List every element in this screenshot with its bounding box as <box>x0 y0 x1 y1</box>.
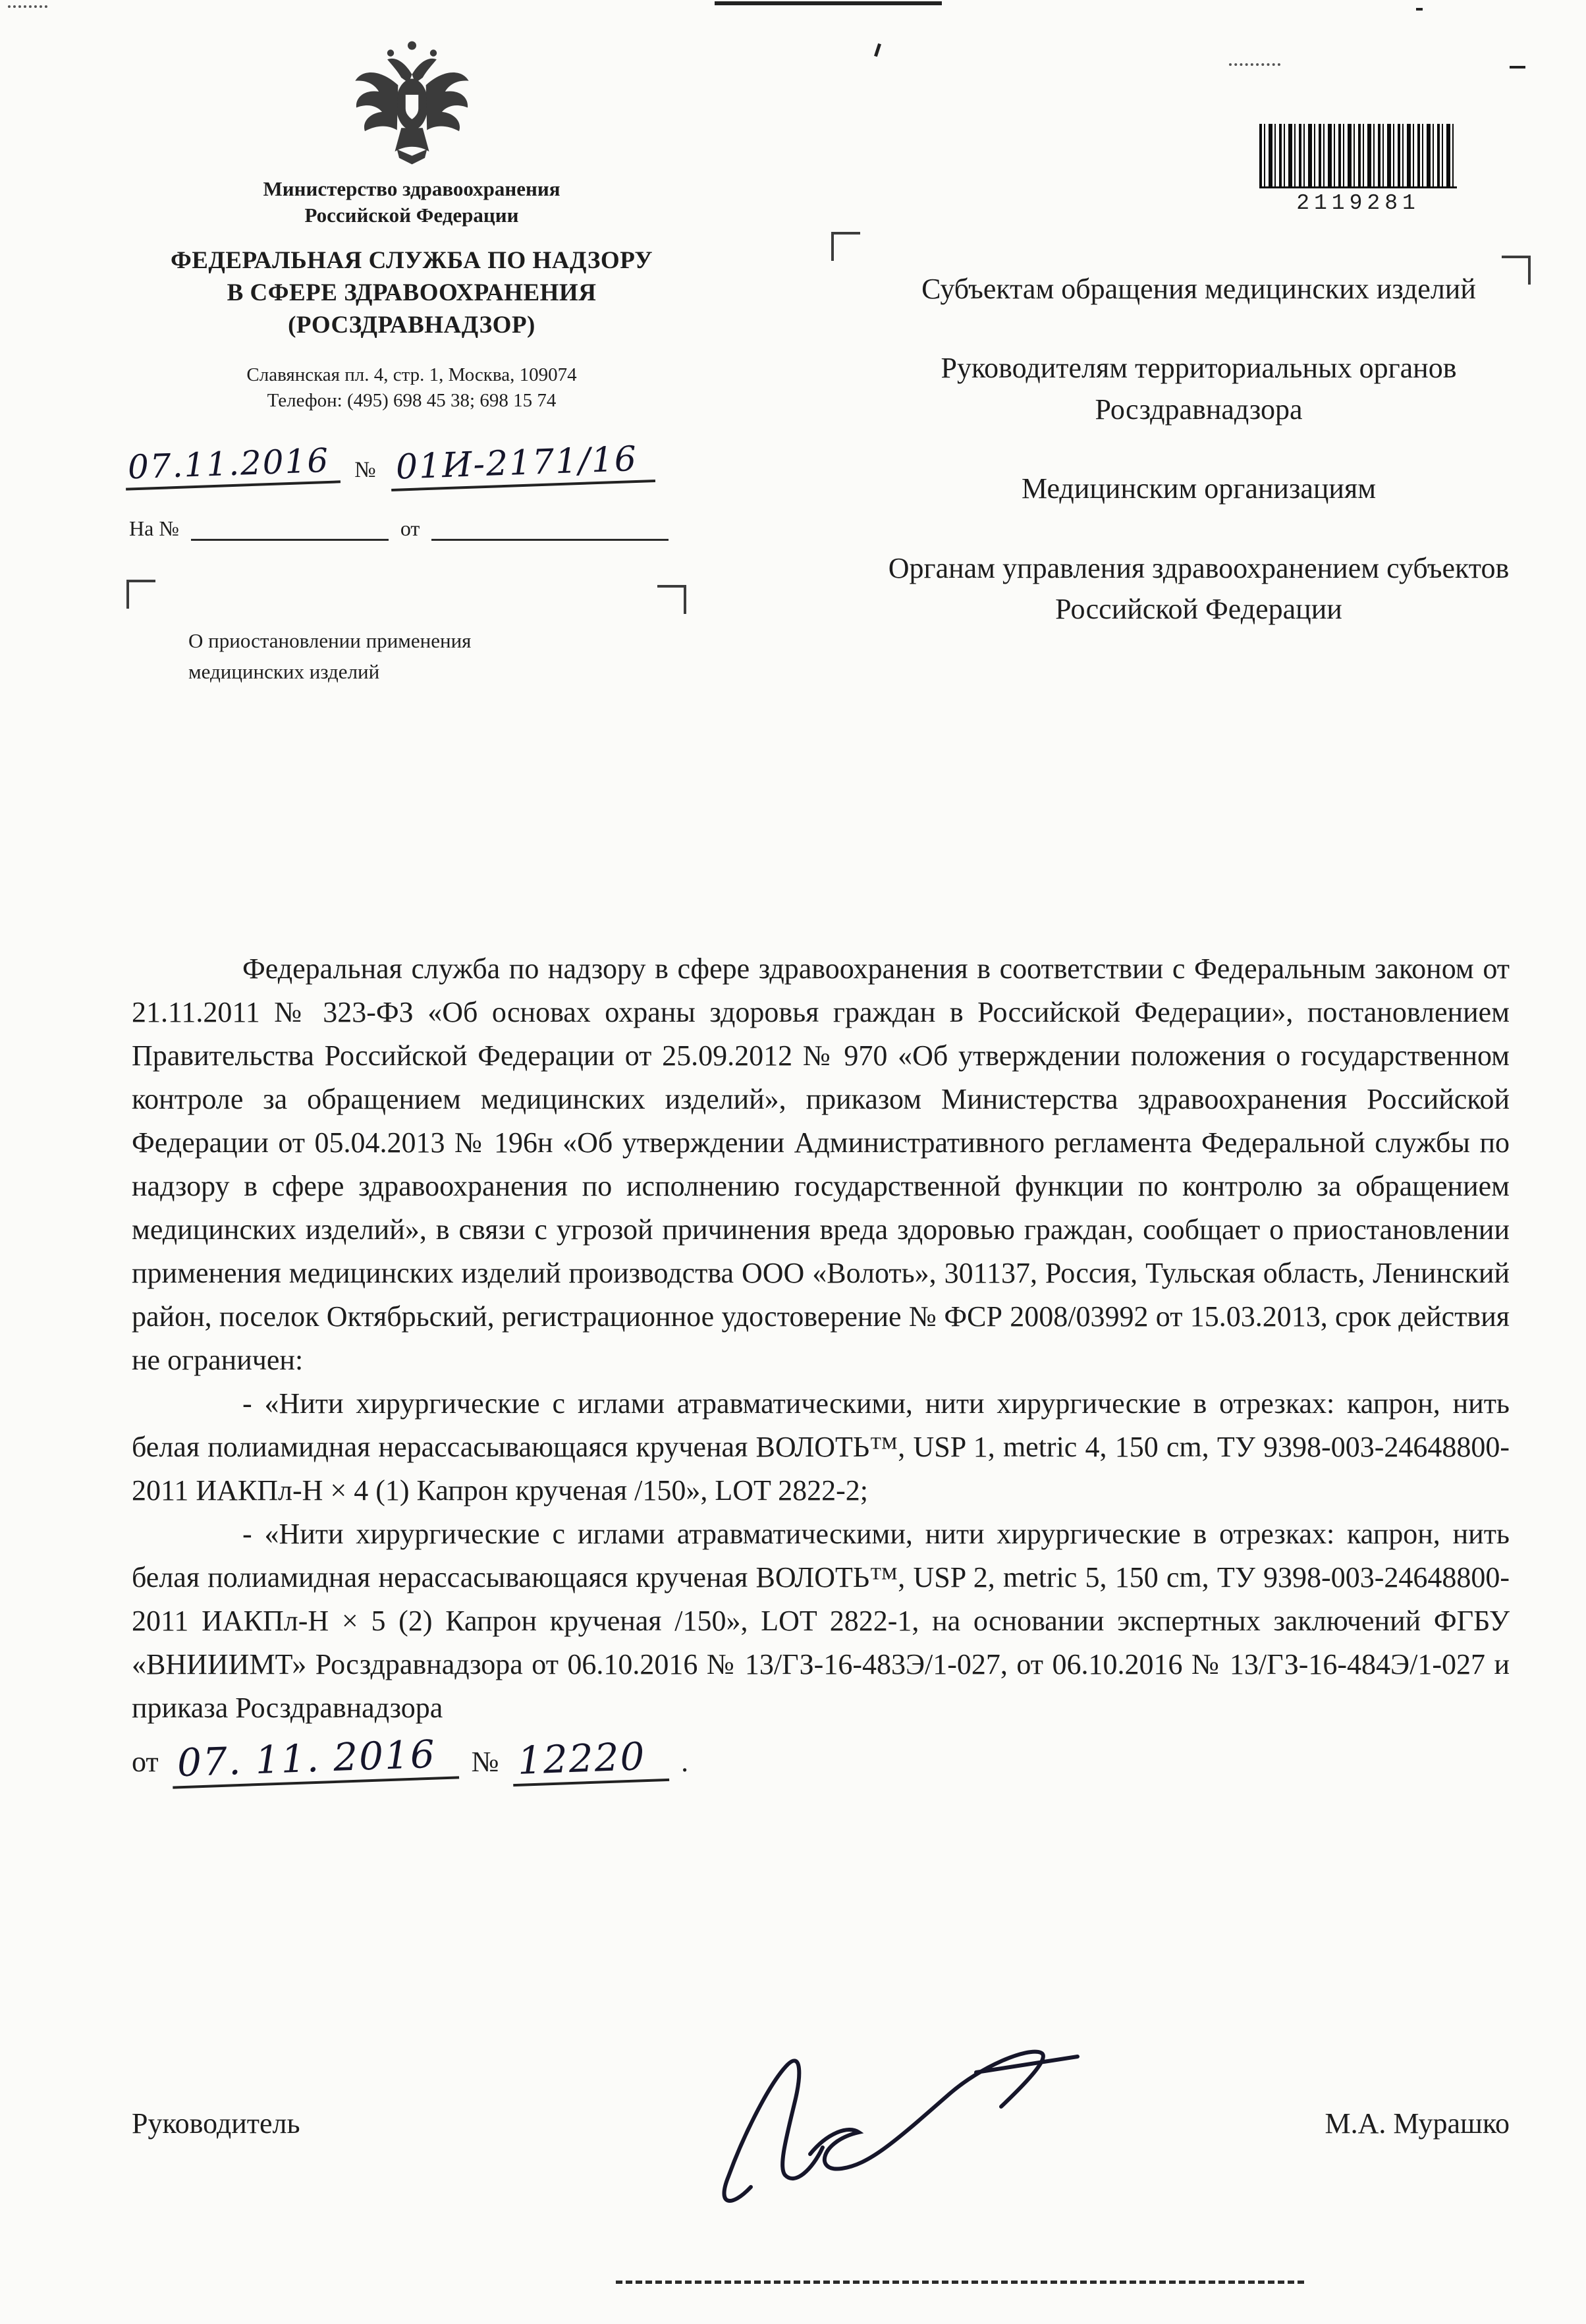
body-paragraph-list-item: - «Нити хирургические с иглами атравматическими, нити хирургические в отрезках: капрон, нить белая полиамидная нерассасывающаяся крученая ВОЛОТЬ™, USP 1, metric 4, 150 cm, ТУ 9398-003-24648800-2011 ИАКПл-Н × 4 (1) Капрон крученая /150», LOT 2822-2; <box>132 1387 1510 1507</box>
service-name-line2: В СФЕРЕ ЗДРАВООХРАНЕНИЯ <box>227 279 597 307</box>
addressee-item: Органам управления здравоохранением субъектов Российской Федерации <box>888 551 1510 626</box>
coat-of-arms-icon <box>125 37 698 172</box>
ref-date-blank <box>431 516 669 541</box>
ministry-name-line1: Министерство здравоохранения <box>263 177 561 200</box>
scan-artifact <box>1416 8 1423 11</box>
addressee-item: Субъектам обращения медицинских изделий <box>921 273 1476 305</box>
addressee-item: Руководителям территориальных органов Росздравнадзора <box>941 352 1457 426</box>
outgoing-number-handwritten: 01И-2171/16 <box>390 439 655 491</box>
letter-body <box>132 947 1510 1784</box>
closing-period: . <box>681 1746 689 1778</box>
number-sign-label: № <box>354 457 376 482</box>
service-name-line1: ФЕДЕРАЛЬНАЯ СЛУЖБА ПО НАДЗОРУ <box>170 247 653 275</box>
service-name-line3: (РОСЗДРАВНАДЗОР) <box>288 312 535 339</box>
postal-address: Славянская пл. 4, стр. 1, Москва, 109074 <box>246 364 577 385</box>
scan-artifact <box>874 43 881 57</box>
signer-position: Руководитель <box>132 2107 300 2140</box>
addressee-list <box>869 269 1528 669</box>
closing-from-label: от <box>132 1746 159 1778</box>
signer-name: М.А. Мурашко <box>1325 2107 1510 2140</box>
order-number-handwritten: 12220 <box>511 1734 669 1786</box>
barcode-number: 2119281 <box>1296 191 1420 215</box>
order-reference-line <box>132 1731 1510 1786</box>
ref-number-label: На № <box>129 516 179 540</box>
addressee-corner-mark-left <box>831 232 860 261</box>
phone-line: Телефон: (495) 698 45 38; 698 15 74 <box>267 389 557 411</box>
scan-artifact <box>616 2281 1304 2284</box>
subject-line2: медицинских изделий <box>188 659 380 683</box>
subject-line1: О приостановлении применения <box>188 629 472 652</box>
addressee-item: Медицинским организациям <box>1021 472 1377 505</box>
sender-org-block <box>125 37 698 541</box>
scan-artifact <box>8 5 47 8</box>
ref-number-blank <box>191 516 389 541</box>
body-paragraph: Федеральная служба по надзору в сфере здравоохранения в соответствии с Федеральным законом от 21.11.2011 № 323-ФЗ «Об основах охраны здоровья граждан в Российской Федерации», постановлением Правительства Российской Федерации от 25.09.2012 № 970 «Об утверждении положения о государственном контроле за обращением медицинских изделий», приказом Министерства здравоохранения Российской Федерации от 05.04.2013 № 196н «Об утверждении Административного регламента Федеральной службы по надзору в сфере здравоохранения по исполнению государственной функции по контролю за обращением медицинских изделий», в связи с угрозой причинения вреда здоровью граждан, сообщает о приостановлении применения медицинских изделий производства ООО «Волоть», 301137, Россия, Тульская область, Ленинский район, поселок Октябрьский, регистрационное удостоверение № ФСР 2008/03992 от 15.03.2013, срок действия не ограничен: <box>132 953 1510 1376</box>
barcode-icon <box>1259 124 1457 188</box>
closing-number-label: № <box>471 1746 499 1778</box>
subject-corner-mark-right <box>657 585 686 614</box>
barcode-block <box>1259 124 1457 215</box>
outgoing-date-number-line <box>125 439 698 487</box>
scan-artifact <box>715 1 942 5</box>
order-date-handwritten: 07. 11. 2016 <box>171 1731 459 1788</box>
ref-from-label: от <box>400 516 420 540</box>
ministry-name-line2: Российской Федерации <box>304 203 519 227</box>
letter-subject <box>188 626 689 687</box>
reference-line <box>129 516 698 541</box>
body-paragraph-list-item: - «Нити хирургические с иглами атравматическими, нити хирургические в отрезках: капрон, нить белая полиамидная нерассасывающаяся крученая ВОЛОТЬ™, USP 2, metric 5, 150 cm, ТУ 9398-003-24648800-2011 ИАКПл-Н × 5 (2) Капрон крученая /150», LOT 2822-1, на основании экспертных заключений ФГБУ «ВНИИИМТ» Росздравнадзора от 06.10.2016 № 13/ГЗ-16-483Э/1-027, от 06.10.2016 № 13/ГЗ-16-484Э/1-027 и приказа Росздравнадзора <box>132 1518 1510 1724</box>
contact-block <box>125 364 698 412</box>
subject-corner-mark-left <box>126 580 155 609</box>
service-name <box>125 245 698 341</box>
signature-row <box>132 2107 1510 2140</box>
outgoing-date-handwritten: 07.11.2016 <box>124 441 341 490</box>
scan-artifact <box>1229 63 1280 66</box>
scan-artifact <box>1510 66 1525 69</box>
